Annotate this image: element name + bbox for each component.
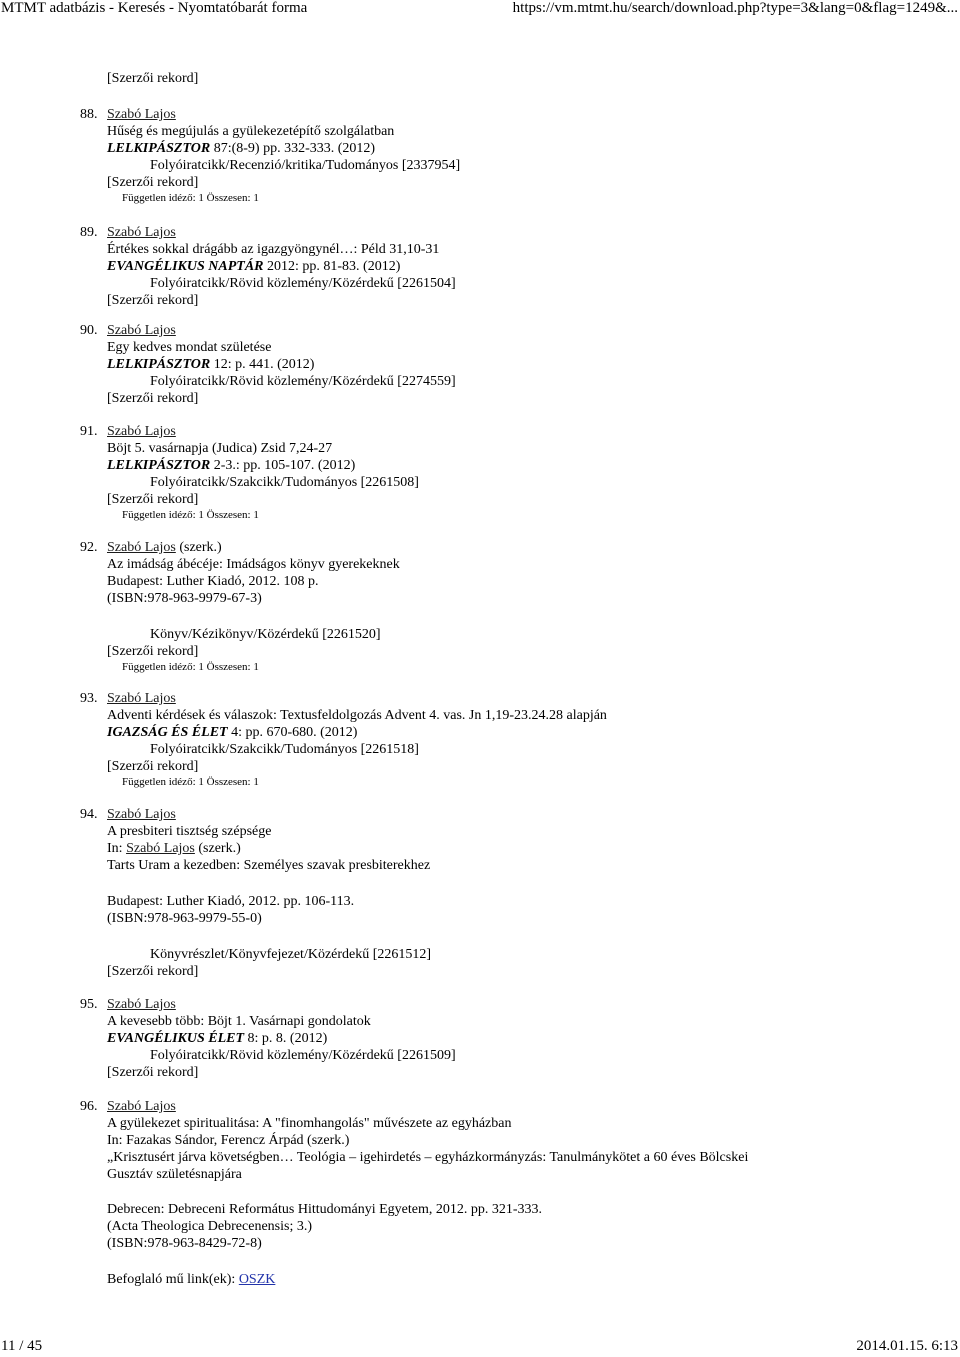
author-record-link[interactable]: [Szerzői rekord] — [107, 759, 199, 774]
author-record-link[interactable]: [Szerzői rekord] — [107, 492, 199, 507]
entry-type: Könyvrészlet/Könyvfejezet/Közérdekű [2261512] — [150, 947, 432, 962]
entry-title: A kevesebb több: Böjt 1. Vasárnapi gondolatok — [107, 1014, 371, 1029]
entry-isbn: (ISBN:978-963-9979-67-3) — [107, 591, 262, 606]
author-link[interactable]: Szabó Lajos — [107, 424, 176, 439]
entry-series: (Acta Theologica Debrecenensis; 3.) — [107, 1219, 312, 1234]
entry-publisher: Debrecen: Debreceni Református Hittudományi Egyetem, 2012. pp. 321-333. — [107, 1202, 543, 1217]
entry-type: Folyóiratcikk/Recenzió/kritika/Tudományos [2337954] — [150, 158, 461, 173]
author-link[interactable]: Szabó Lajos — [107, 225, 176, 240]
journal-name: LELKIPÁSZTOR — [107, 141, 211, 156]
journal-name: IGAZSÁG ÉS ÉLET — [107, 725, 228, 740]
book-title: Tarts Uram a kezedben: Személyes szavak presbiterekhez — [107, 858, 431, 873]
editors: Fazakas Sándor, Ferencz Árpád (szerk.) — [126, 1133, 350, 1148]
entry-source — [107, 356, 314, 373]
print-header — [0, 0, 960, 20]
oszk-link[interactable]: OSZK — [238, 1272, 276, 1287]
author-link[interactable]: Szabó Lajos — [107, 540, 176, 555]
entry-source — [107, 457, 355, 474]
citation-count: Független idéző: 1 Összesen: 1 — [122, 509, 259, 521]
author-link[interactable]: Szabó Lajos — [107, 107, 176, 122]
citation-count: Független idéző: 1 Összesen: 1 — [122, 661, 259, 673]
in-prefix: In: — [107, 1133, 123, 1148]
entry-source — [107, 1030, 327, 1047]
entry-isbn: (ISBN:978-963-9979-55-0) — [107, 911, 262, 926]
entry-number: 90. — [80, 323, 98, 338]
book-title: „Krisztusért járva követségben… Teológia – igehirdetés – egyházkormányzás: Tanulmánykötet a 60 éves Bölcskei — [107, 1150, 749, 1165]
entry-number: 96. — [80, 1099, 98, 1114]
entry-title: A presbiteri tisztség szépsége — [107, 824, 272, 839]
journal-details: 4: pp. 670-680. (2012) — [231, 725, 358, 740]
journal-name: LELKIPÁSZTOR — [107, 458, 211, 473]
author-record-link[interactable]: [Szerzői rekord] — [107, 71, 199, 86]
author-link[interactable]: Szabó Lajos — [107, 807, 176, 822]
entry-type: Folyóiratcikk/Szakcikk/Tudományos [2261508] — [150, 475, 419, 490]
entry-type: Könyv/Kézikönyv/Közérdekű [2261520] — [150, 627, 381, 642]
author-record-link[interactable]: [Szerzői rekord] — [107, 964, 199, 979]
entry-title: Az imádság ábécéje: Imádságos könyv gyerekeknek — [107, 557, 400, 572]
journal-name: EVANGÉLIKUS ÉLET — [107, 1031, 245, 1046]
journal-details: 8: p. 8. (2012) — [247, 1031, 328, 1046]
entry-title: Adventi kérdések és válaszok: Textusfeldolgozás Advent 4. vas. Jn 1,19-23.24.28 alapján — [107, 708, 607, 723]
author-record-link[interactable]: [Szerzői rekord] — [107, 1065, 199, 1080]
author-record-link[interactable]: [Szerzői rekord] — [107, 644, 199, 659]
entry-number: 95. — [80, 997, 98, 1012]
page-title: MTMT adatbázis - Keresés - Nyomtatóbarát forma — [1, 0, 308, 16]
entry-isbn: (ISBN:978-963-8429-72-8) — [107, 1236, 262, 1251]
citation-count: Független idéző: 1 Összesen: 1 — [122, 776, 259, 788]
entry-number: 91. — [80, 424, 98, 439]
entry-number: 92. — [80, 540, 98, 555]
journal-details: 2012: pp. 81-83. (2012) — [267, 259, 401, 274]
journal-name: LELKIPÁSZTOR — [107, 357, 211, 372]
page-url: https://vm.mtmt.hu/search/download.php?type=3&lang=0&flag=1249&... — [512, 0, 958, 16]
entry-title: Böjt 5. vasárnapja (Judica) Zsid 7,24-27 — [107, 441, 333, 456]
citation-count: Független idéző: 1 Összesen: 1 — [122, 192, 259, 204]
entry-source — [107, 140, 375, 157]
entry-source — [107, 258, 400, 275]
entry-in-line — [107, 1132, 349, 1149]
entry-type: Folyóiratcikk/Rövid közlemény/Közérdekű [2261509] — [150, 1048, 456, 1063]
entry-publisher: Budapest: Luther Kiadó, 2012. pp. 106-113. — [107, 894, 355, 909]
print-datetime: 2014.01.15. 6:13 — [856, 1338, 958, 1354]
author-link[interactable]: Szabó Lajos — [107, 997, 176, 1012]
entry-number: 93. — [80, 691, 98, 706]
editor-suffix: (szerk.) — [179, 540, 222, 555]
entry-source — [107, 724, 357, 741]
journal-details: 87:(8-9) pp. 332-333. (2012) — [213, 141, 376, 156]
author-link[interactable]: Szabó Lajos — [107, 1099, 176, 1114]
entry-type: Folyóiratcikk/Szakcikk/Tudományos [2261518] — [150, 742, 419, 757]
editor-suffix: (szerk.) — [198, 841, 241, 856]
print-footer — [0, 1338, 960, 1357]
entry-author-line — [107, 539, 222, 556]
entry-number: 88. — [80, 107, 98, 122]
editor-link[interactable]: Szabó Lajos — [126, 841, 195, 856]
journal-details: 12: p. 441. (2012) — [213, 357, 315, 372]
author-link[interactable]: Szabó Lajos — [107, 691, 176, 706]
author-record-link[interactable]: [Szerzői rekord] — [107, 293, 199, 308]
journal-name: EVANGÉLIKUS NAPTÁR — [107, 259, 264, 274]
author-record-link[interactable]: [Szerzői rekord] — [107, 391, 199, 406]
entry-publisher: Budapest: Luther Kiadó, 2012. 108 p. — [107, 574, 319, 589]
entry-in-line — [107, 840, 241, 857]
entry-title: Hűség és megújulás a gyülekezetépítő szolgálatban — [107, 124, 395, 139]
entry-number: 89. — [80, 225, 98, 240]
page-number: 11 / 45 — [1, 1338, 43, 1354]
author-record-link[interactable]: [Szerzői rekord] — [107, 175, 199, 190]
entry-title: Értékes sokkal drágább az igazgyöngynél…: Péld 31,10-31 — [107, 242, 440, 257]
entry-type: Folyóiratcikk/Rövid közlemény/Közérdekű [2274559] — [150, 374, 456, 389]
book-title-cont: Gusztáv születésnapjára — [107, 1167, 242, 1182]
container-link-label: Befoglaló mű link(ek): — [107, 1272, 236, 1287]
author-link[interactable]: Szabó Lajos — [107, 323, 176, 338]
journal-details: 2-3.: pp. 105-107. (2012) — [213, 458, 356, 473]
entry-title: Egy kedves mondat születése — [107, 340, 272, 355]
in-prefix: In: — [107, 841, 123, 856]
entry-title: A gyülekezet spiritualitása: A "finomhangolás" művészete az egyházban — [107, 1116, 512, 1131]
entry-number: 94. — [80, 807, 98, 822]
container-link-line — [107, 1271, 275, 1288]
entry-type: Folyóiratcikk/Rövid közlemény/Közérdekű [2261504] — [150, 276, 456, 291]
